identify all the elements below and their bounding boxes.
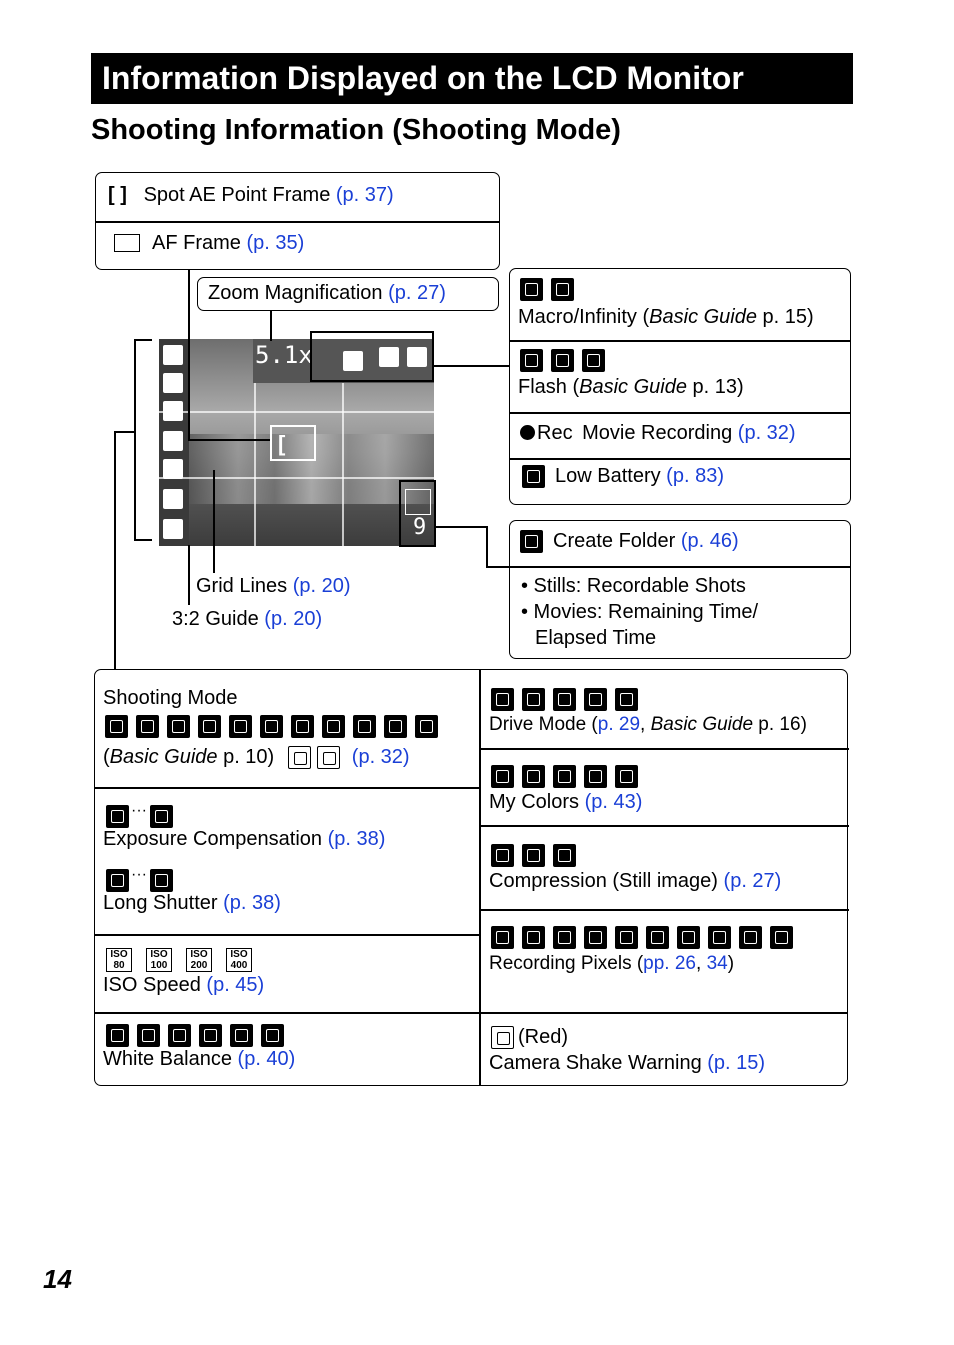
date-stamp-icon [646,926,669,949]
divider [479,748,849,750]
divider [479,909,849,911]
flash-item [518,376,744,399]
long-shutter-label: Long Shutter [103,892,218,914]
grid-line [159,411,434,413]
column-divider [479,670,481,1085]
pixels-link-2[interactable]: 34 [706,953,728,974]
divider [510,458,850,460]
flash-italic: Basic Guide [579,376,687,398]
wb-fluorescent-h-icon [230,1024,253,1047]
sm-italic: Basic Guide [109,746,218,768]
compression-link[interactable]: (p. 27) [723,870,782,892]
flash-icons [520,349,613,372]
movie-label: Movie Recording [582,422,733,444]
wb-tungsten-icon [168,1024,191,1047]
drive-link[interactable]: p. 29 [597,714,641,735]
connector [188,439,270,441]
connector [486,566,510,568]
right-info-box [509,268,851,505]
grid-lines-link[interactable]: (p. 20) [292,575,351,597]
self-timer-custom-icon [615,688,638,711]
zoom-label: Zoom Magnification [208,282,383,304]
rec-dot-icon [520,425,535,440]
shutter-15s-icon [150,869,173,892]
divider [95,787,480,789]
spot-ae-item [108,184,394,207]
shake-label: Camera Shake Warning [489,1052,702,1074]
underwater-icon [415,715,438,738]
drive-post: p. 16) [753,714,807,735]
pixels-item [489,953,734,975]
divider [510,340,850,342]
grid-lines-item [196,575,351,598]
spot-ae-label: Spot AE Point Frame [143,184,331,206]
spot-ae-link[interactable]: (p. 37) [335,184,394,206]
compression-icons [491,844,584,867]
lcd-mycolor-icon [163,489,183,509]
battery-icon [522,465,545,488]
large-icon [491,926,514,949]
create-folder-icon [520,530,543,553]
macro-italic: Basic Guide [649,306,757,328]
wb-cloudy-icon [137,1024,160,1047]
divider [510,412,850,414]
lcd-highlight-bottom [399,480,436,547]
normal-icon [553,844,576,867]
lcd-highlight-top [310,331,434,382]
shake-note-item [491,1026,568,1049]
beach-icon [384,715,407,738]
frames-box [95,172,500,270]
long-shutter-icons [106,866,181,892]
lcd-mode-icon [163,345,183,365]
macro-icons [520,278,582,301]
auto-mode-icon [105,715,128,738]
wb-fluorescent-icon [199,1024,222,1047]
settings-table [94,669,848,1086]
portrait-icon [198,715,221,738]
spot-bracket-icon: [ ] [108,184,127,206]
grid-line [159,477,434,479]
folder-label: Create Folder [553,530,676,552]
folder-link[interactable]: (p. 46) [680,530,739,552]
pixels-icons [491,926,801,949]
guide-32-item [172,608,322,631]
wb-daylight-icon [106,1024,129,1047]
vivid-icon [491,765,514,788]
lcd-wb-icon [163,431,183,451]
minus-2-icon [106,805,129,828]
shutter-1s-icon [106,869,129,892]
iso-200-icon: ISO 200 [186,948,212,972]
movie-320-icon [739,926,762,949]
af-frame-link[interactable]: (p. 35) [246,232,305,254]
wb-icons [106,1024,292,1047]
drive-pre: Drive Mode ( [489,714,598,735]
drive-italic: Basic Guide [650,714,754,735]
connector [188,270,190,440]
manual-mode-icon [136,715,159,738]
shots-line2: • Movies: Remaining Time/ [521,601,759,623]
wb-item [103,1048,295,1071]
divider [96,221,499,223]
macro-post: p. 15) [757,306,814,328]
shutter-ellipsis: ··· [131,866,147,883]
sm-post: p. 10) [217,746,275,768]
lcd-spot-frame: [ [278,431,286,456]
guide-32-link[interactable]: (p. 20) [264,608,323,630]
my-colors-link[interactable]: (p. 43) [584,791,643,813]
party-icon [260,715,283,738]
flash-pre: Flash ( [518,376,580,398]
pixels-post: ) [727,953,735,974]
snow-icon [353,715,376,738]
divider [510,566,850,568]
exposure-item [103,828,385,851]
iso-icons [106,948,252,973]
shooting-mode-icons [105,715,446,738]
pixels-link-1[interactable]: pp. 26 [643,953,696,974]
superfine-icon [491,844,514,867]
af-frame-item [114,232,304,255]
plus-2-icon [150,805,173,828]
guide-32-label: 3:2 Guide [172,608,259,630]
connector [114,431,135,433]
shake-item [489,1052,765,1075]
connector [434,365,510,367]
iso-80-icon: ISO 80 [106,948,132,972]
sm-pre: ( [103,746,110,768]
connector [114,431,116,669]
postcard-icon [615,926,638,949]
divider [95,934,480,936]
flash-off-icon [582,349,605,372]
af-frame-label: AF Frame [152,232,241,254]
iso-200-value: 200 [190,960,208,971]
battery-label: Low Battery [555,465,661,487]
flash-post: p. 13) [686,376,744,398]
drive-mid: , [640,714,651,735]
movie-link[interactable]: (p. 32) [737,422,796,444]
iso-link[interactable]: (p. 45) [206,974,265,996]
flash-on-icon [551,349,574,372]
flash-auto-icon [520,349,543,372]
shooting-mode-label: Shooting Mode [103,687,238,709]
shake-note: (Red) [518,1026,569,1048]
connector [436,526,486,528]
exposure-label: Exposure Compensation [103,828,323,850]
my-colors-label: My Colors [489,791,580,813]
digital-macro-icon [167,715,190,738]
fireworks-icon [291,715,314,738]
medium2-icon [553,926,576,949]
connector [134,339,136,540]
macro-icon [520,278,543,301]
zoom-link[interactable]: (p. 27) [388,282,446,304]
foliage-icon [322,715,345,738]
lcd-iso-icon [163,401,183,421]
iso-400-value: 400 [230,960,248,971]
single-shot-icon [491,688,514,711]
custom-color-icon [615,765,638,788]
connector [270,311,272,341]
sepia-icon [553,765,576,788]
iso-100-value: 100 [150,960,168,971]
neutral-icon [522,765,545,788]
section-subtitle: Shooting Information (Shooting Mode) [91,114,621,146]
lcd-zoom-readout: 5.1x [255,341,313,369]
lcd-af-frame [270,425,316,461]
shots-line1: • Stills: Recordable Shots [521,575,746,597]
af-frame-icon [114,234,140,252]
grid-lines-label: Grid Lines [196,575,288,597]
connector [134,539,152,541]
zoom-item [208,282,446,305]
continuous-icon [522,688,545,711]
drive-item [489,714,807,736]
macro-pre: Macro/Infinity ( [518,306,650,328]
medium1-icon [522,926,545,949]
macro-item [518,306,814,329]
long-shutter-link[interactable]: (p. 38) [223,892,281,914]
pixels-comma: , [696,953,707,974]
iso-100-icon: ISO 100 [146,948,172,972]
battery-link[interactable]: (p. 83) [666,465,724,487]
lcd-compression-icon [163,519,183,539]
connector [134,339,152,341]
iso-80-value: 80 [113,960,125,971]
battery-item [522,465,724,488]
exposure-ellipsis: ··· [131,802,147,819]
page-number: 14 [43,1264,72,1294]
divider [479,825,849,827]
compression-label: Compression (Still image) [489,870,718,892]
shooting-mode-ref [103,746,410,769]
movie-compact-icon [317,746,340,769]
section-title: Information Displayed on the LCD Monitor [91,53,853,104]
drive-icons [491,688,646,711]
wb-custom-icon [261,1024,284,1047]
my-colors-item [489,791,642,814]
infinity-icon [551,278,574,301]
movie-mode-icon [288,746,311,769]
folder-box [509,520,851,659]
folder-item [520,530,739,553]
iso-400-icon: ISO 400 [226,948,252,972]
camera-shake-icon [491,1026,514,1049]
stitch-assist-icon [229,715,252,738]
rec-label: Rec [537,422,573,444]
widescreen-icon [677,926,700,949]
iso-label: ISO Speed [103,974,201,996]
connector [486,526,488,567]
iso-item [103,974,264,997]
lcd-shots-readout: 9 [413,515,427,540]
zoom-box [197,277,499,311]
pixels-pre: Recording Pixels ( [489,953,644,974]
connector [188,545,190,605]
self-timer-2-icon [584,688,607,711]
lcd-exposure-icon [163,373,183,393]
small-icon [584,926,607,949]
shake-link[interactable]: (p. 15) [707,1052,766,1074]
sm-link[interactable]: (p. 32) [351,746,410,768]
wb-label: White Balance [103,1048,232,1070]
shots-line3: Elapsed Time [535,627,657,649]
self-timer-10-icon [553,688,576,711]
exposure-icons [106,802,181,828]
exposure-link[interactable]: (p. 38) [327,828,386,850]
lcd-drive-icon [163,459,183,479]
compression-item [489,870,781,893]
movie-640-icon [708,926,731,949]
fine-icon [522,844,545,867]
movie-item [520,422,796,445]
connector [213,470,215,573]
divider [95,1012,847,1014]
my-colors-icons [491,765,646,788]
bw-icon [584,765,607,788]
movie-160-icon [770,926,793,949]
wb-link[interactable]: (p. 40) [237,1048,296,1070]
long-shutter-item [103,892,281,915]
